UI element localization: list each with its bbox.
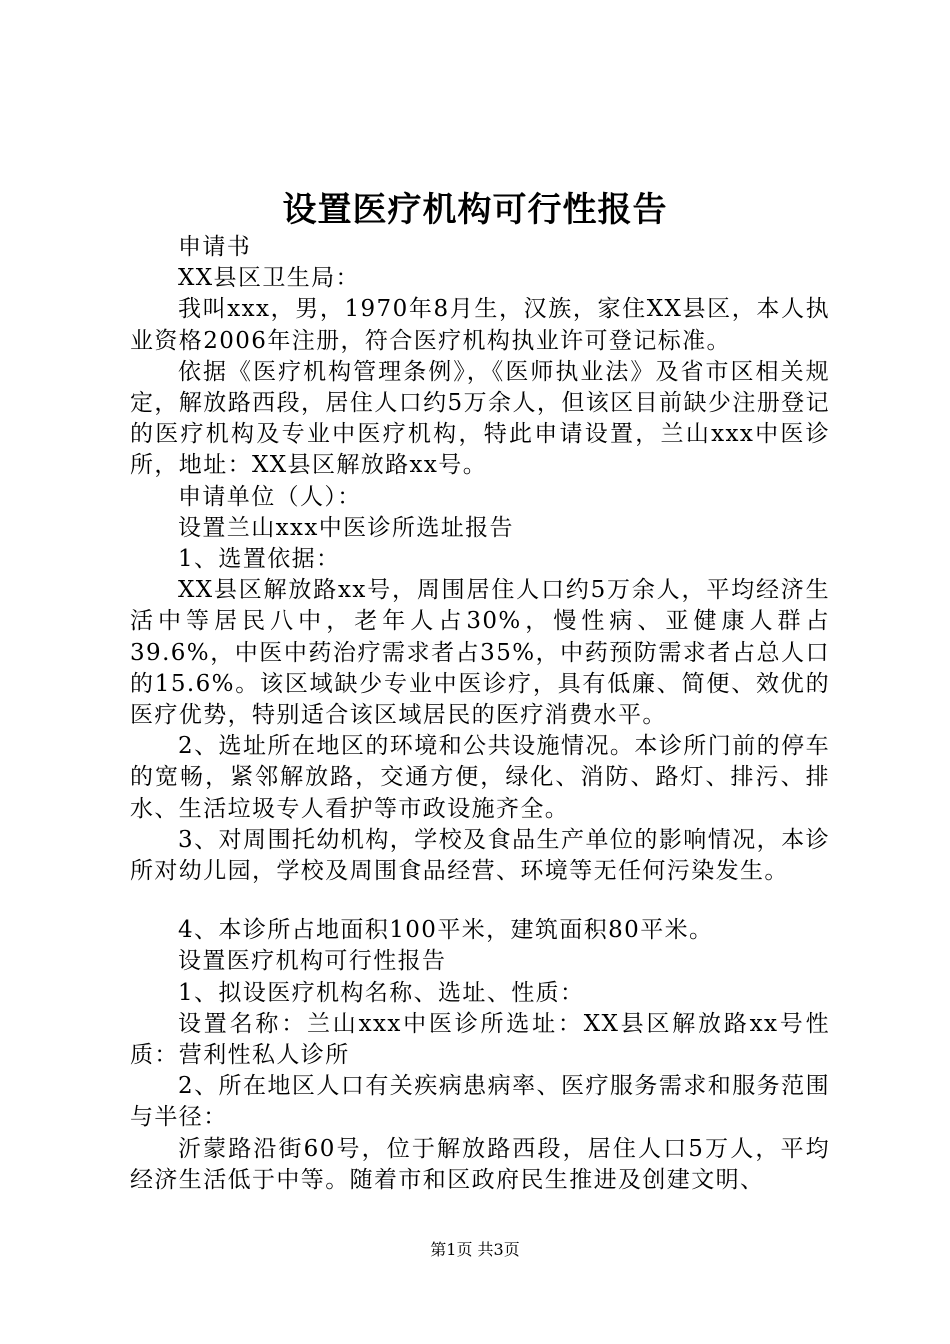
- paragraph: 依据《医疗机构管理条例》，《医师执业法》及省市区相关规定，解放路西段，居住人口约5万余人，但该区目前缺少注册登记的医疗机构及专业中医疗机构，特此申请设置，兰山xxx中医诊所，地址：XX县区解放路xx号。: [130, 358, 830, 479]
- paragraph: 1、拟设医疗机构名称、选址、性质：: [178, 979, 585, 1006]
- paragraph: 设置兰山xxx中医诊所选址报告: [178, 514, 514, 541]
- paragraph: 我叫xxx，男，1970年8月生，汉族，家住XX县区，本人执业资格2006年注册，符合医疗机构执业许可登记标准。: [130, 296, 830, 354]
- paragraph: 2、选址所在地区的环境和公共设施情况。本诊所门前的停车的宽畅，紧邻解放路，交通方便，绿化、消防、路灯、排污、排水、生活垃圾专人看护等市政设施齐全。: [130, 733, 830, 822]
- paragraph: XX县区卫生局：: [178, 265, 360, 292]
- paragraph: 1、选置依据：: [178, 546, 341, 573]
- document-body: [130, 232, 830, 1196]
- paragraph: 4、本诊所占地面积100平米，建筑面积80平米。: [178, 917, 714, 944]
- paragraph: XX县区解放路xx号，周围居住人口约5万余人，平均经济生活中等居民八中，老年人占30%，慢性病、亚健康人群占39.6%，中医中药治疗需求者占35%，中药预防需求者占总人口的15.6%。该区域缺少专业中医诊疗，具有低廉、简便、效优的医疗优势，特别适合该区域居民的医疗消费水平。: [130, 577, 830, 729]
- paragraph: 申请单位（人）：: [178, 483, 362, 510]
- paragraph: 申请书: [178, 234, 252, 260]
- paragraph: 3、对周围托幼机构，学校及食品生产单位的影响情况，本诊所对幼儿园，学校及周围食品经营、环境等无任何污染发生。: [130, 826, 830, 885]
- page-footer: 第1页 共3页: [430, 1240, 520, 1259]
- document-title: 设置医疗机构可行性报告: [282, 190, 668, 230]
- paragraph: 设置医疗机构可行性报告: [178, 948, 447, 975]
- paragraph: 沂蒙路沿街60号，位于解放路西段，居住人口5万人，平均经济生活低于中等。随着市和区政府民生推进及创建文明、: [130, 1135, 830, 1193]
- paragraph-spacer: [130, 887, 830, 915]
- paragraph: 2、所在地区人口有关疾病患病率、医疗服务需求和服务范围与半径：: [130, 1073, 830, 1131]
- paragraph: 设置名称：兰山xxx中医诊所选址：XX县区解放路xx号性质：营利性私人诊所: [130, 1010, 830, 1069]
